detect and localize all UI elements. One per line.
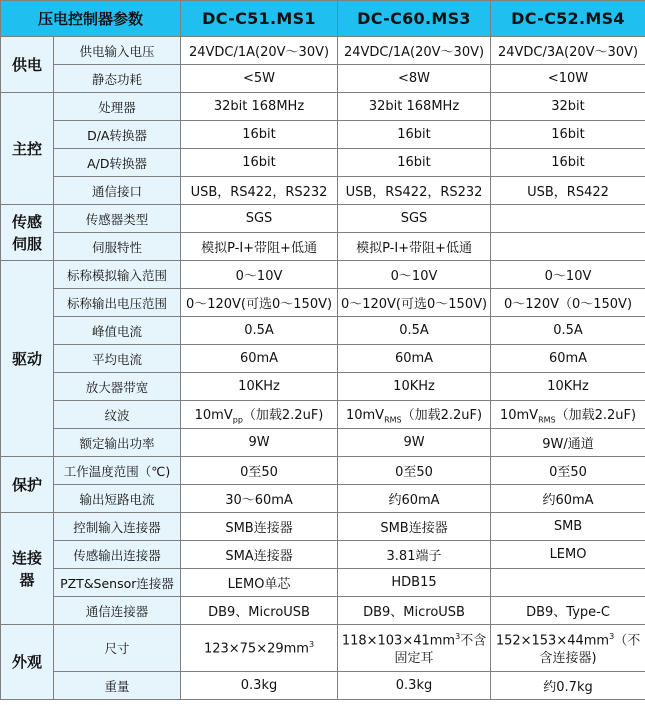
param-label: 输出短路电流 xyxy=(54,485,181,513)
group-sensor-line1: 传感 xyxy=(11,212,42,231)
cell-value: 0.5A xyxy=(491,317,645,345)
group-sensor-servo xyxy=(1,205,54,261)
param-label: 工作温度范围（℃) xyxy=(54,457,181,485)
size-base: 118×103×41mm xyxy=(341,633,456,649)
cell-value: 16bit xyxy=(181,149,338,177)
cell-value: 24VDC/1A(20V～30V) xyxy=(181,37,338,65)
cell-value: 9W xyxy=(338,429,491,457)
cell-value: 16bit xyxy=(181,121,338,149)
cell-value: DB9、MicroUSB xyxy=(181,597,338,625)
table-row xyxy=(1,121,645,149)
cell-value: 32bit 168MHz xyxy=(338,93,491,121)
param-label: 控制输入连接器 xyxy=(54,513,181,541)
size-cubic-sup: 3 xyxy=(609,631,615,641)
cell-value: 0.5A xyxy=(338,317,491,345)
cell-value xyxy=(181,401,338,429)
group-connector xyxy=(1,513,54,625)
cell-value xyxy=(491,625,645,672)
cell-value: 24VDC/3A(20V～30V) xyxy=(491,37,645,65)
ripple-base: 10mV xyxy=(345,408,385,424)
cell-value: 16bit xyxy=(338,121,491,149)
param-label: 标称模拟输入范围 xyxy=(54,261,181,289)
table-row xyxy=(1,485,645,513)
param-label: 平均电流 xyxy=(54,345,181,373)
cell-value: 约0.7kg xyxy=(491,672,645,700)
cell-value: 10KHz xyxy=(491,373,645,401)
param-label: A/D转换器 xyxy=(54,149,181,177)
table-row xyxy=(1,401,645,429)
ripple-unit-sub: pp xyxy=(232,415,243,425)
group-power: 供电 xyxy=(1,37,54,93)
table-row xyxy=(1,93,645,121)
cell-value: 0至50 xyxy=(338,457,491,485)
group-drive: 驱动 xyxy=(1,261,54,457)
cell-value: SMB xyxy=(491,513,645,541)
cell-value: 10KHz xyxy=(181,373,338,401)
cell-value xyxy=(181,625,338,672)
param-label: 伺服特性 xyxy=(54,233,181,261)
cell-value xyxy=(338,625,491,672)
ripple-unit-sub: RMS xyxy=(538,415,556,425)
table-row xyxy=(1,429,645,457)
group-appearance: 外观 xyxy=(1,625,54,700)
param-label: 传感器类型 xyxy=(54,205,181,233)
cell-value: HDB15 xyxy=(338,569,491,597)
table-row xyxy=(1,373,645,401)
param-label: 尺寸 xyxy=(54,625,181,672)
cell-value: 16bit xyxy=(491,149,645,177)
cell-value: USB，RS422，RS232 xyxy=(181,177,338,205)
cell-value xyxy=(491,569,645,597)
table-row xyxy=(1,177,645,205)
table-row xyxy=(1,345,645,373)
cell-value: 3.81端子 xyxy=(338,541,491,569)
size-base: 152×153×44mm xyxy=(495,633,610,649)
param-label: 峰值电流 xyxy=(54,317,181,345)
param-label: 处理器 xyxy=(54,93,181,121)
table-row xyxy=(1,289,645,317)
header-row xyxy=(1,1,645,37)
table-row xyxy=(1,457,645,485)
ripple-note: （加载2.2uF) xyxy=(401,408,483,424)
table-row xyxy=(1,65,645,93)
cell-value: 32bit 168MHz xyxy=(181,93,338,121)
cell-value: 9W xyxy=(181,429,338,457)
cell-value: <5W xyxy=(181,65,338,93)
size-cubic-sup: 3 xyxy=(455,631,461,641)
cell-value: 24VDC/1A(20V～30V) xyxy=(338,37,491,65)
size-note: （不含连接器) xyxy=(539,633,641,667)
table-row xyxy=(1,233,645,261)
ripple-unit-sub: RMS xyxy=(384,415,402,425)
cell-value: SMA连接器 xyxy=(181,541,338,569)
param-label: 传感输出连接器 xyxy=(54,541,181,569)
cell-value xyxy=(338,401,491,429)
cell-value: 模拟P-I+带阻+低通 xyxy=(338,233,491,261)
ripple-base: 10mV xyxy=(194,408,233,424)
cell-value: SGS xyxy=(181,205,338,233)
table-row xyxy=(1,625,645,672)
cell-value: 0.3kg xyxy=(338,672,491,700)
group-conn-line1: 连接 xyxy=(11,548,42,567)
cell-value: 16bit xyxy=(491,121,645,149)
cell-value: 约60mA xyxy=(338,485,491,513)
cell-value: 模拟P-I+带阻+低通 xyxy=(181,233,338,261)
size-base: 123×75×29mm xyxy=(203,641,309,657)
param-label: D/A转换器 xyxy=(54,121,181,149)
ripple-base: 10mV xyxy=(499,408,539,424)
param-label: 纹波 xyxy=(54,401,181,429)
param-label: 放大器带宽 xyxy=(54,373,181,401)
cell-value: 0～10V xyxy=(338,261,491,289)
cell-value: 0.3kg xyxy=(181,672,338,700)
table-row xyxy=(1,672,645,700)
cell-value: 30～60mA xyxy=(181,485,338,513)
header-model-3: DC-C52.MS4 xyxy=(491,1,645,37)
table-row xyxy=(1,37,645,65)
cell-value: USB，RS422，RS232 xyxy=(338,177,491,205)
cell-value: 10KHz xyxy=(338,373,491,401)
cell-value: DB9、Type-C xyxy=(491,597,645,625)
cell-value: LEMO单芯 xyxy=(181,569,338,597)
param-label: 重量 xyxy=(54,672,181,700)
param-label: 供电输入电压 xyxy=(54,37,181,65)
cell-value: 60mA xyxy=(181,345,338,373)
ripple-note: （加载2.2uF) xyxy=(555,408,637,424)
cell-value: 约60mA xyxy=(491,485,645,513)
size-note: 不含固定耳 xyxy=(394,633,487,667)
cell-value xyxy=(491,401,645,429)
cell-value: 60mA xyxy=(491,345,645,373)
cell-value: 60mA xyxy=(338,345,491,373)
cell-value: 0～10V xyxy=(181,261,338,289)
table-row xyxy=(1,261,645,289)
param-label: 静态功耗 xyxy=(54,65,181,93)
table-row xyxy=(1,149,645,177)
group-protect: 保护 xyxy=(1,457,54,513)
table-row xyxy=(1,205,645,233)
cell-value: 0至50 xyxy=(181,457,338,485)
cell-value: 9W/通道 xyxy=(491,429,645,457)
cell-value: <8W xyxy=(338,65,491,93)
param-label: PZT&Sensor连接器 xyxy=(54,569,181,597)
cell-value: SMB连接器 xyxy=(181,513,338,541)
cell-value: <10W xyxy=(491,65,645,93)
param-label: 通信接口 xyxy=(54,177,181,205)
cell-value: LEMO xyxy=(491,541,645,569)
group-conn-line2: 器 xyxy=(19,570,35,589)
cell-value: 32bit xyxy=(491,93,645,121)
group-sensor-line2: 伺服 xyxy=(11,234,42,253)
cell-value: USB，RS422 xyxy=(491,177,645,205)
cell-value: 0～120V(可选0～150V) xyxy=(338,289,491,317)
cell-value: SMB连接器 xyxy=(338,513,491,541)
param-label: 标称输出电压范围 xyxy=(54,289,181,317)
cell-value: DB9、MicroUSB xyxy=(338,597,491,625)
cell-value: 0至50 xyxy=(491,457,645,485)
cell-value xyxy=(491,233,645,261)
table-row xyxy=(1,513,645,541)
header-model-2: DC-C60.MS3 xyxy=(338,1,491,37)
cell-value: 0～120V（0～150V) xyxy=(491,289,645,317)
table-row xyxy=(1,541,645,569)
size-cubic-sup: 3 xyxy=(308,639,315,649)
param-label: 额定输出功率 xyxy=(54,429,181,457)
param-label: 通信连接器 xyxy=(54,597,181,625)
cell-value xyxy=(491,205,645,233)
cell-value: SGS xyxy=(338,205,491,233)
table-row xyxy=(1,569,645,597)
header-model-1: DC-C51.MS1 xyxy=(181,1,338,37)
cell-value: 16bit xyxy=(338,149,491,177)
cell-value: 0～10V xyxy=(491,261,645,289)
header-param: 压电控制器参数 xyxy=(1,1,181,37)
table-row xyxy=(1,597,645,625)
ripple-note: （加载2.2uF) xyxy=(242,408,324,424)
group-control: 主控 xyxy=(1,93,54,205)
cell-value: 0～120V(可选0～150V) xyxy=(181,289,338,317)
table-row xyxy=(1,317,645,345)
cell-value: 0.5A xyxy=(181,317,338,345)
